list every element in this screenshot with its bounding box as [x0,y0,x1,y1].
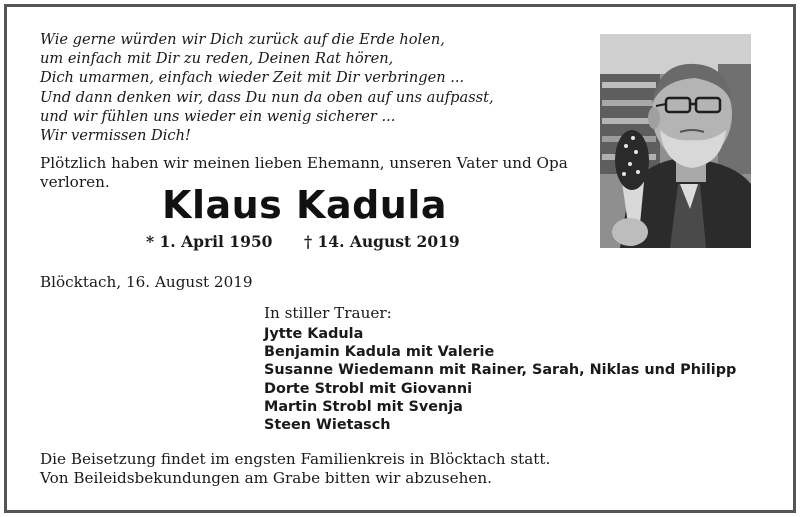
notice-line: Die Beisetzung findet im engsten Familienkreis in Blöcktach statt. [40,450,551,468]
portrait-illustration [600,34,751,248]
birth-date: * 1. April 1950 [146,232,273,251]
mourner: Jytte Kadula [264,326,364,342]
poem-line: und wir fühlen uns wieder ein wenig sicherer ... [40,107,396,125]
poem-line: Und dann denken wir, dass Du nun da oben auf uns aufpasst, [40,88,494,106]
mourner: Martin Strobl mit Svenja [264,398,463,415]
funeral-notice [40,450,550,488]
mourning-label: In stiller Trauer: [264,304,392,322]
mourner: Benjamin Kadula mit Valerie [264,344,495,361]
mourner: Steen Wietasch [264,417,391,434]
death-date: † 14. August 2019 [304,232,460,251]
poem-line: Wir vermissen Dich! [40,127,191,145]
mourners-list [264,325,736,434]
notice-line: Von Beileidsbekundungen am Grabe bitten wir abzusehen. [40,469,492,487]
deceased-name: Klaus Kadula [162,183,448,227]
poem-line: um einfach mit Dir zu reden, Deinen Rat hören, [40,50,394,68]
poem-line: Wie gerne würden wir Dich zurück auf die Erde holen, [40,31,445,48]
poem-line: Dich umarmen, einfach wieder Zeit mit Dir verbringen ... [40,69,465,87]
poem [40,30,600,145]
portrait-photo [600,34,751,248]
place-date: Blöcktach, 16. August 2019 [40,273,253,291]
intro-text: Plötzlich haben wir meinen lieben Ehemann, unseren Vater und Opa verloren. [40,154,568,191]
mourner: Susanne Wiedemann mit Rainer, Sarah, Niklas und Philipp [264,362,737,379]
mourner: Dorte Strobl mit Giovanni [264,380,473,397]
